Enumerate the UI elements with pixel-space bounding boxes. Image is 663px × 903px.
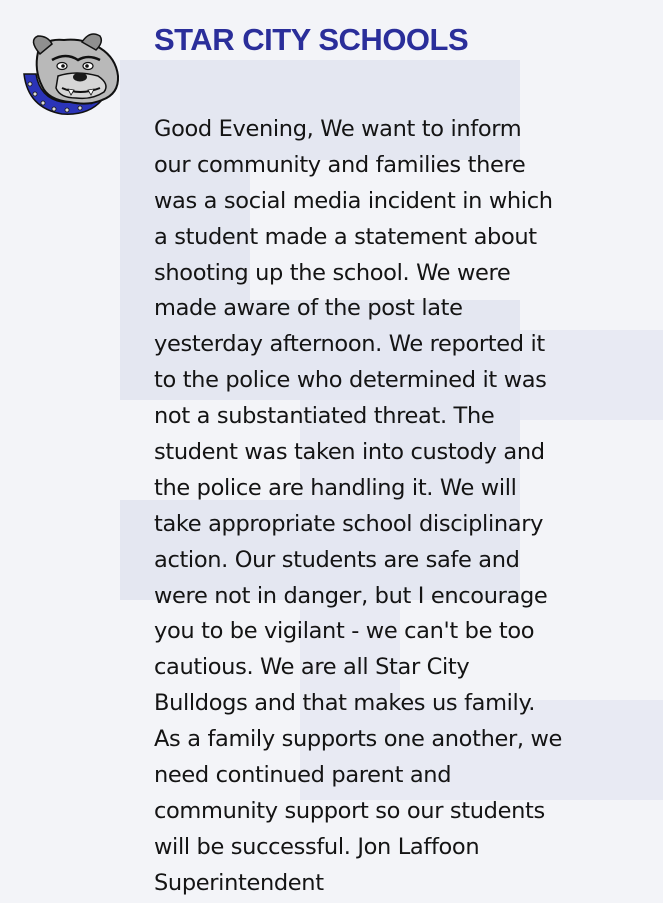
letter-line: Good Evening, We want to inform (154, 116, 522, 142)
letter-line: was a social media incident in which (154, 187, 553, 214)
letter-line: a student made a statement about (154, 223, 537, 250)
letter-line: our community and families there (154, 151, 526, 178)
letter-line: need continued parent and (154, 762, 452, 789)
letter-line: community support so our students (154, 797, 545, 824)
letter-line: to the police who determined it was (154, 367, 547, 394)
letter-line: cautious. We are all Star City (154, 654, 470, 681)
letter-line: take appropriate school disciplinary (154, 510, 544, 537)
letter-line: As a family supports one another, we (154, 726, 563, 753)
letter-line: were not in danger, but I encourage (154, 582, 548, 609)
letter-line: you to be vigilant - we can't be too (154, 618, 535, 645)
letter-body (154, 112, 624, 902)
bulldog-mascot-icon (18, 30, 122, 118)
page-title: STAR CITY SCHOOLS (154, 22, 469, 57)
letter-line: will be successful. Jon Laffoon (154, 833, 480, 860)
letter-line: action. Our students are safe and (154, 546, 520, 573)
letter-line: Bulldogs and that makes us family. (154, 690, 536, 717)
letter-line: the police are handling it. We will (154, 474, 517, 501)
letter-line: yesterday afternoon. We reported it (154, 331, 545, 358)
letter-line: student was taken into custody and (154, 439, 545, 466)
letter-line: made aware of the post late (154, 295, 463, 322)
signature-title: Superintendent (154, 869, 324, 896)
letter-line: shooting up the school. We were (154, 259, 511, 286)
letter-line: not a substantiated threat. The (154, 403, 495, 430)
